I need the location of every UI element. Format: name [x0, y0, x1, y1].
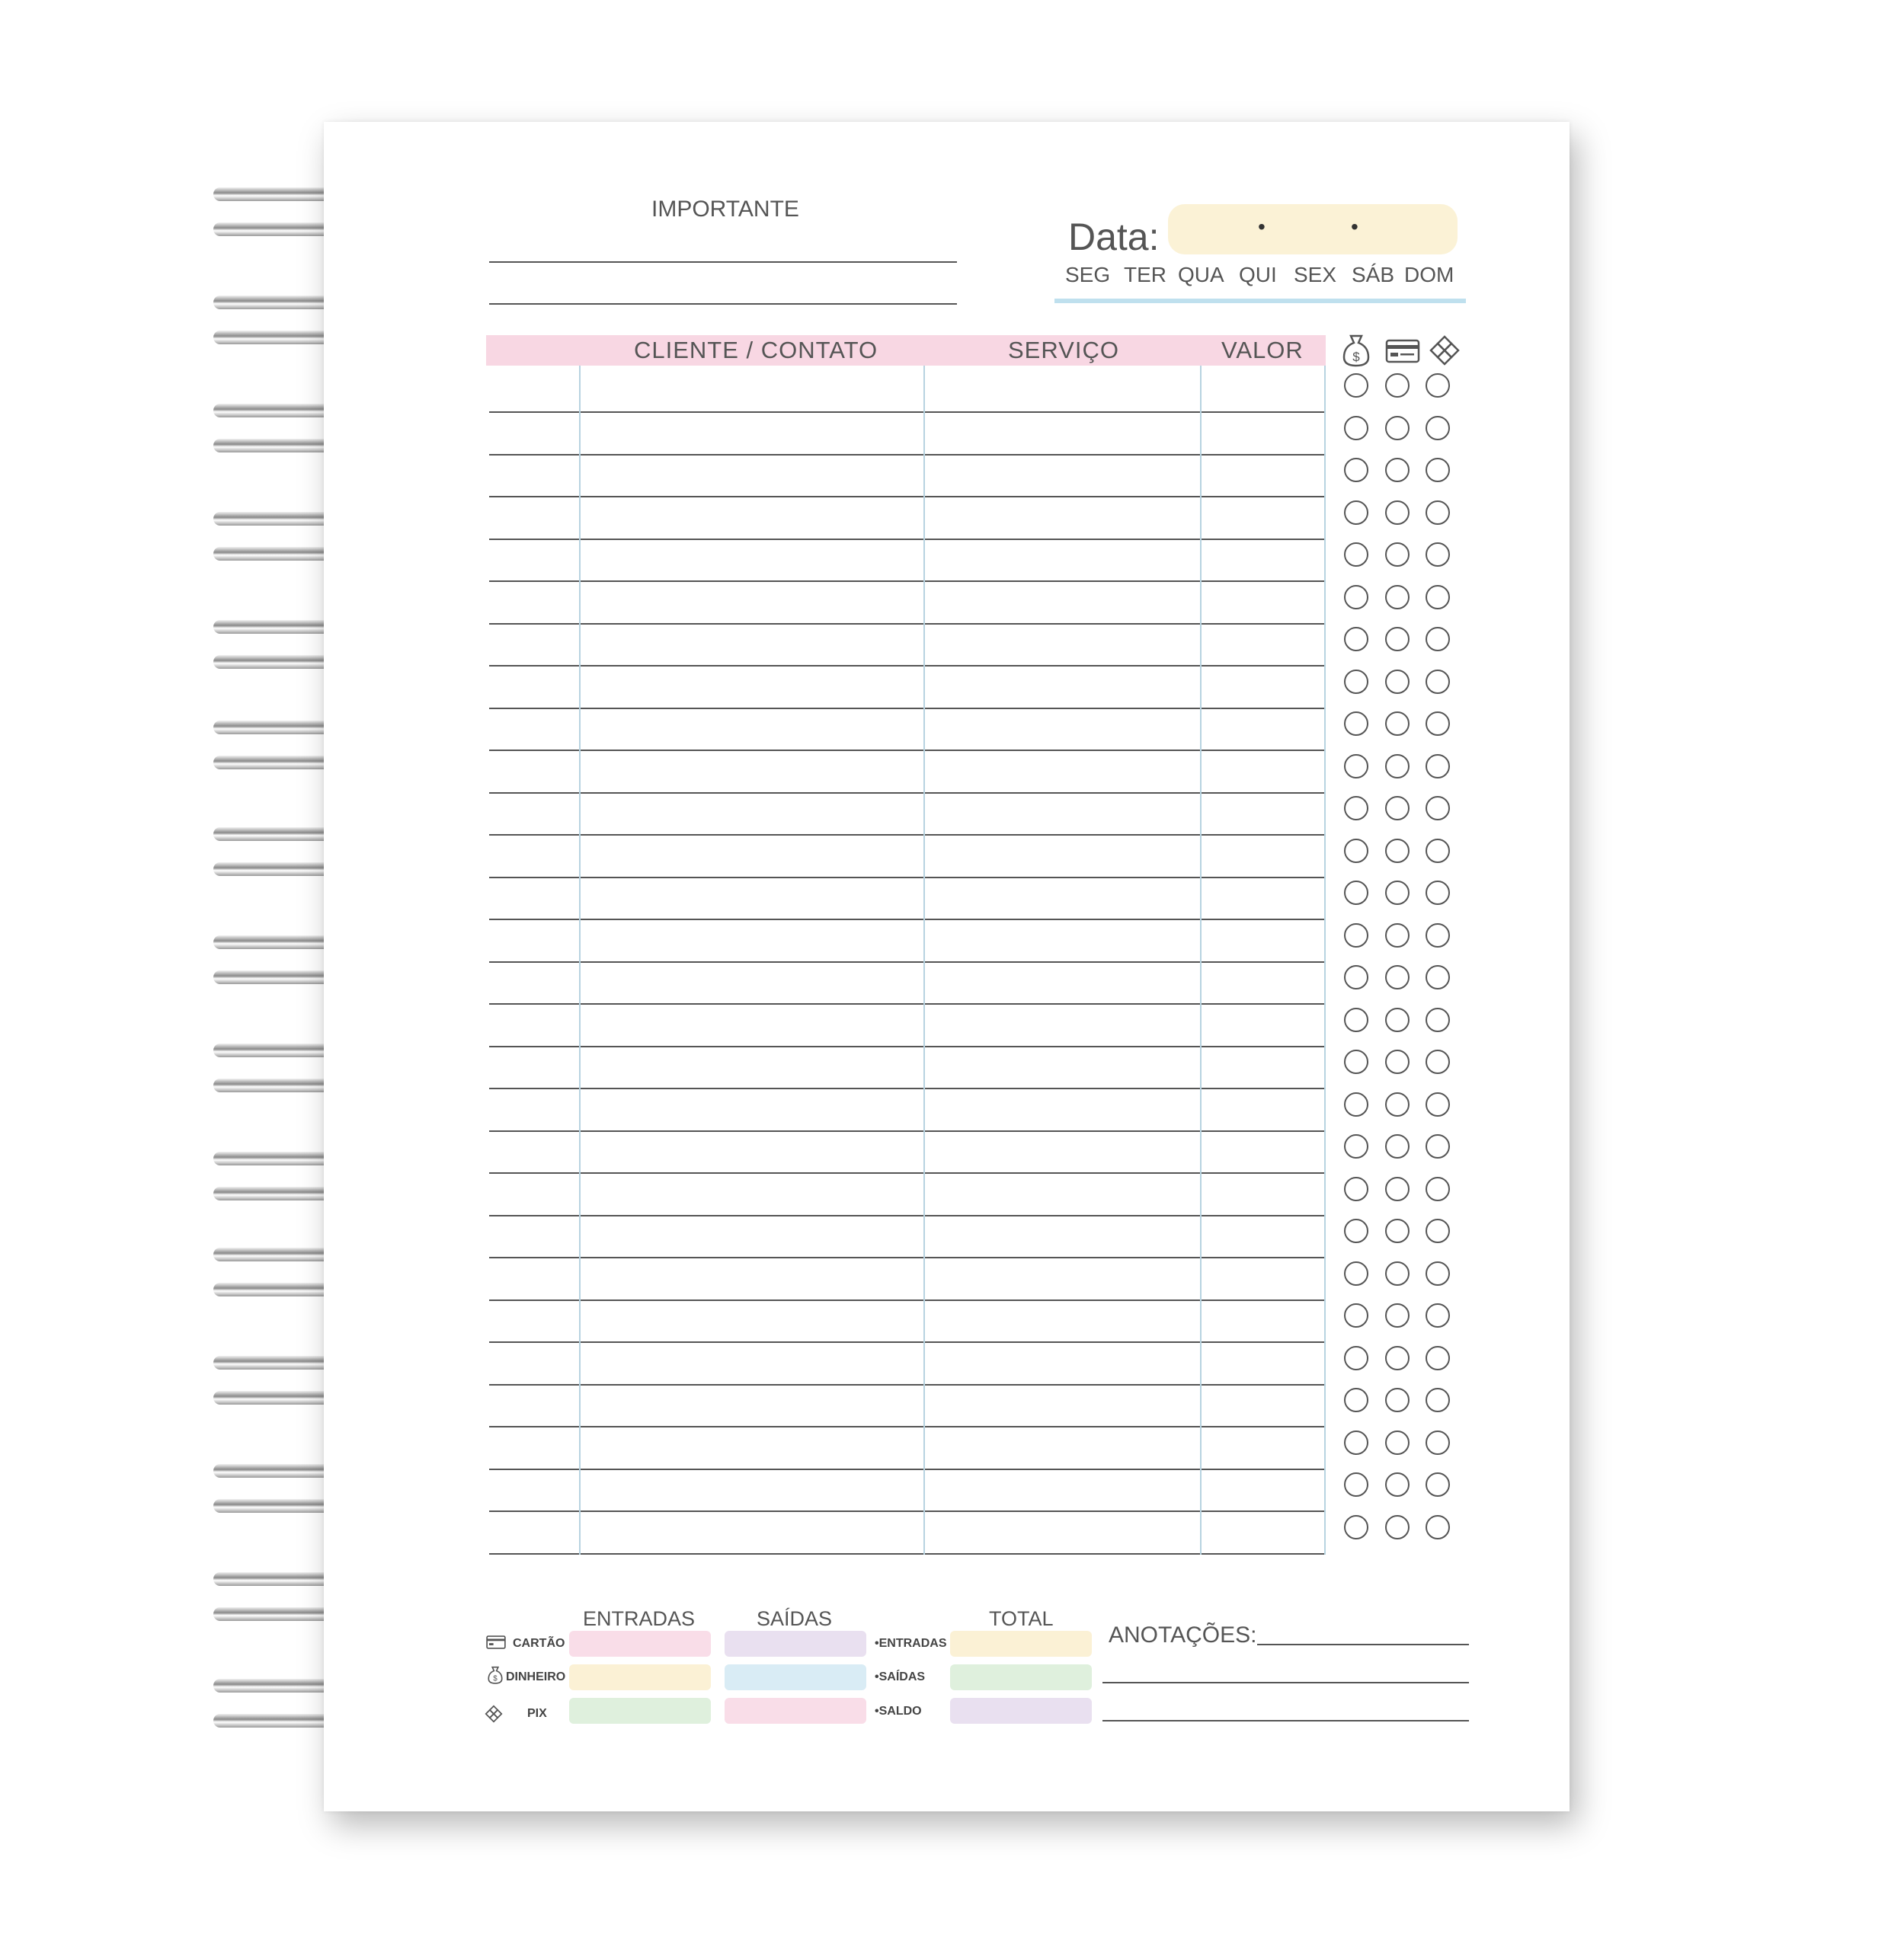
- payment-cash-checkbox[interactable]: [1344, 754, 1368, 778]
- payment-cash-checkbox[interactable]: [1344, 796, 1368, 820]
- payment-card-checkbox[interactable]: [1385, 416, 1410, 440]
- cartao-entradas-field[interactable]: [569, 1631, 711, 1657]
- weekday-row: [1065, 263, 1461, 293]
- pix-entradas-field[interactable]: [569, 1698, 711, 1724]
- summary-col-total: TOTAL: [989, 1607, 1054, 1630]
- header-servico: SERVIÇO: [1008, 337, 1119, 363]
- payment-card-checkbox[interactable]: [1385, 542, 1410, 567]
- payment-pix-checkbox[interactable]: [1426, 1177, 1450, 1201]
- payment-card-checkbox[interactable]: [1385, 585, 1410, 609]
- important-line-1: [489, 261, 957, 263]
- payment-card-checkbox[interactable]: [1385, 1431, 1410, 1455]
- payment-pix-checkbox[interactable]: [1426, 458, 1450, 482]
- payment-cash-checkbox[interactable]: [1344, 1515, 1368, 1539]
- payment-pix-checkbox[interactable]: [1426, 881, 1450, 905]
- payment-pix-checkbox[interactable]: [1426, 627, 1450, 651]
- summary-label-dinheiro: DINHEIRO: [506, 1670, 566, 1683]
- payment-pix-checkbox[interactable]: [1426, 1261, 1450, 1286]
- payment-pix-checkbox[interactable]: [1426, 965, 1450, 989]
- header-cliente-contato: CLIENTE / CONTATO: [634, 337, 878, 363]
- notes-line-1[interactable]: [1257, 1644, 1469, 1645]
- payment-pix-checkbox[interactable]: [1426, 542, 1450, 567]
- payment-pix-checkbox[interactable]: [1426, 500, 1450, 525]
- notebook-page: [324, 122, 1570, 1811]
- payment-cash-checkbox[interactable]: [1344, 1008, 1368, 1032]
- payment-cash-checkbox[interactable]: [1344, 542, 1368, 567]
- important-line-2: [489, 303, 957, 305]
- payment-pix-checkbox[interactable]: [1426, 1346, 1450, 1370]
- payment-card-checkbox[interactable]: [1385, 627, 1410, 651]
- weekday-qui[interactable]: QUI: [1239, 263, 1277, 286]
- payment-card-checkbox[interactable]: [1385, 1177, 1410, 1201]
- date-input[interactable]: [1168, 204, 1458, 254]
- payment-card-checkbox[interactable]: [1385, 839, 1410, 863]
- svg-text:$: $: [1352, 350, 1360, 364]
- payment-card-checkbox[interactable]: [1385, 881, 1410, 905]
- weekday-sex[interactable]: SEX: [1294, 263, 1337, 286]
- payment-cash-checkbox[interactable]: [1344, 1261, 1368, 1286]
- weekday-seg[interactable]: SEG: [1065, 263, 1111, 286]
- table-column-divider: [579, 366, 581, 1555]
- payment-pix-checkbox[interactable]: [1426, 1303, 1450, 1328]
- summary-label-pix: PIX: [527, 1707, 547, 1720]
- payment-card-checkbox[interactable]: [1385, 1515, 1410, 1539]
- payment-cash-checkbox[interactable]: [1344, 373, 1368, 398]
- svg-text:$: $: [493, 1674, 498, 1683]
- payment-cash-checkbox[interactable]: [1344, 923, 1368, 948]
- notes-line-2[interactable]: [1102, 1682, 1469, 1683]
- table-column-divider: [1324, 366, 1326, 1555]
- payment-cash-checkbox[interactable]: [1344, 1303, 1368, 1328]
- header-valor: VALOR: [1221, 337, 1304, 363]
- date-label: Data:: [1068, 216, 1160, 258]
- payment-cash-checkbox[interactable]: [1344, 711, 1368, 736]
- payment-card-checkbox[interactable]: [1385, 1388, 1410, 1412]
- total-entradas-field[interactable]: [950, 1631, 1092, 1657]
- payment-cash-checkbox[interactable]: [1344, 585, 1368, 609]
- payment-card-checkbox[interactable]: [1385, 500, 1410, 525]
- payment-cash-checkbox[interactable]: [1344, 1177, 1368, 1201]
- payment-pix-checkbox[interactable]: [1426, 1472, 1450, 1497]
- summary-pix-icon: [485, 1705, 503, 1723]
- payment-card-checkbox[interactable]: [1385, 796, 1410, 820]
- payment-pix-checkbox[interactable]: [1426, 1050, 1450, 1074]
- payment-card-checkbox[interactable]: [1385, 1092, 1410, 1117]
- payment-cash-checkbox[interactable]: [1344, 1050, 1368, 1074]
- table-column-divider: [1200, 366, 1202, 1555]
- total-saldo-field[interactable]: [950, 1698, 1092, 1724]
- payment-card-checkbox[interactable]: [1385, 373, 1410, 398]
- payment-card-checkbox[interactable]: [1385, 1008, 1410, 1032]
- payment-pix-checkbox[interactable]: [1426, 1431, 1450, 1455]
- payment-pix-checkbox[interactable]: [1426, 670, 1450, 694]
- date-separator-1: •: [1258, 215, 1266, 238]
- payment-card-checkbox[interactable]: [1385, 1346, 1410, 1370]
- payment-pix-checkbox[interactable]: [1426, 1008, 1450, 1032]
- payment-cash-checkbox[interactable]: [1344, 416, 1368, 440]
- total-label-saldo: •SALDO: [875, 1705, 922, 1718]
- payment-cash-checkbox[interactable]: [1344, 1134, 1368, 1159]
- payment-pix-checkbox[interactable]: [1426, 416, 1450, 440]
- table-column-divider: [923, 366, 925, 1555]
- payment-card-checkbox[interactable]: [1385, 458, 1410, 482]
- payment-pix-checkbox[interactable]: [1426, 1092, 1450, 1117]
- payment-cash-checkbox[interactable]: [1344, 881, 1368, 905]
- payment-card-checkbox[interactable]: [1385, 1261, 1410, 1286]
- important-title: IMPORTANTE: [651, 197, 799, 222]
- weekday-sab[interactable]: SÁB: [1352, 263, 1395, 286]
- payment-card-checkbox[interactable]: [1385, 1050, 1410, 1074]
- payment-cash-checkbox[interactable]: [1344, 458, 1368, 482]
- notes-label: ANOTAÇÕES:: [1109, 1622, 1257, 1648]
- payment-card-checkbox[interactable]: [1385, 1472, 1410, 1497]
- payment-pix-checkbox[interactable]: [1426, 1219, 1450, 1243]
- payment-cash-checkbox[interactable]: [1344, 500, 1368, 525]
- payment-card-checkbox[interactable]: [1385, 670, 1410, 694]
- payment-pix-checkbox[interactable]: [1426, 1515, 1450, 1539]
- weekday-ter[interactable]: TER: [1124, 263, 1166, 286]
- payment-card-checkbox[interactable]: [1385, 923, 1410, 948]
- payment-pix-checkbox[interactable]: [1426, 796, 1450, 820]
- summary-col-saidas: SAÍDAS: [757, 1607, 833, 1630]
- payment-pix-checkbox[interactable]: [1426, 754, 1450, 778]
- weekday-qua[interactable]: QUA: [1178, 263, 1224, 286]
- total-saidas-field[interactable]: [950, 1664, 1092, 1690]
- cartao-saidas-field[interactable]: [725, 1631, 866, 1657]
- payment-pix-checkbox[interactable]: [1426, 711, 1450, 736]
- summary-col-entradas: ENTRADAS: [583, 1607, 696, 1630]
- payment-cash-checkbox[interactable]: [1344, 1431, 1368, 1455]
- payment-pix-checkbox[interactable]: [1426, 1388, 1450, 1412]
- pix-icon: [1429, 334, 1461, 366]
- payment-card-checkbox[interactable]: [1385, 1134, 1410, 1159]
- summary-label-cartao: CARTÃO: [513, 1637, 565, 1650]
- payment-card-checkbox[interactable]: [1385, 965, 1410, 989]
- payment-cash-checkbox[interactable]: [1344, 1388, 1368, 1412]
- date-separator-2: •: [1351, 215, 1358, 238]
- dinheiro-entradas-field[interactable]: [569, 1664, 711, 1690]
- dinheiro-saidas-field[interactable]: [725, 1664, 866, 1690]
- pix-saidas-field[interactable]: [725, 1698, 866, 1724]
- payment-pix-checkbox[interactable]: [1426, 923, 1450, 948]
- payment-cash-checkbox[interactable]: [1344, 1092, 1368, 1117]
- total-label-saidas: •SAÍDAS: [875, 1670, 926, 1683]
- summary-credit-card-icon: [486, 1635, 506, 1650]
- credit-card-icon: [1385, 339, 1420, 363]
- payment-cash-checkbox[interactable]: [1344, 627, 1368, 651]
- notes-line-3[interactable]: [1102, 1720, 1469, 1721]
- payment-card-checkbox[interactable]: [1385, 711, 1410, 736]
- weekday-dom[interactable]: DOM: [1404, 263, 1454, 286]
- payment-pix-checkbox[interactable]: [1426, 585, 1450, 609]
- payment-cash-checkbox[interactable]: [1344, 839, 1368, 863]
- table-header-band: [486, 335, 1326, 366]
- payment-card-checkbox[interactable]: [1385, 754, 1410, 778]
- payment-pix-checkbox[interactable]: [1426, 839, 1450, 863]
- payment-card-checkbox[interactable]: [1385, 1219, 1410, 1243]
- payment-cash-checkbox[interactable]: [1344, 965, 1368, 989]
- total-label-entradas: •ENTRADAS: [875, 1637, 947, 1650]
- payment-cash-checkbox[interactable]: [1344, 1219, 1368, 1243]
- payment-cash-checkbox[interactable]: [1344, 1472, 1368, 1497]
- payment-pix-checkbox[interactable]: [1426, 1134, 1450, 1159]
- payment-cash-checkbox[interactable]: [1344, 1346, 1368, 1370]
- payment-card-checkbox[interactable]: [1385, 1303, 1410, 1328]
- payment-cash-checkbox[interactable]: [1344, 670, 1368, 694]
- money-bag-icon: [1339, 333, 1373, 368]
- summary-money-bag-icon: [486, 1665, 504, 1685]
- payment-pix-checkbox[interactable]: [1426, 373, 1450, 398]
- weekday-underline: [1054, 299, 1466, 303]
